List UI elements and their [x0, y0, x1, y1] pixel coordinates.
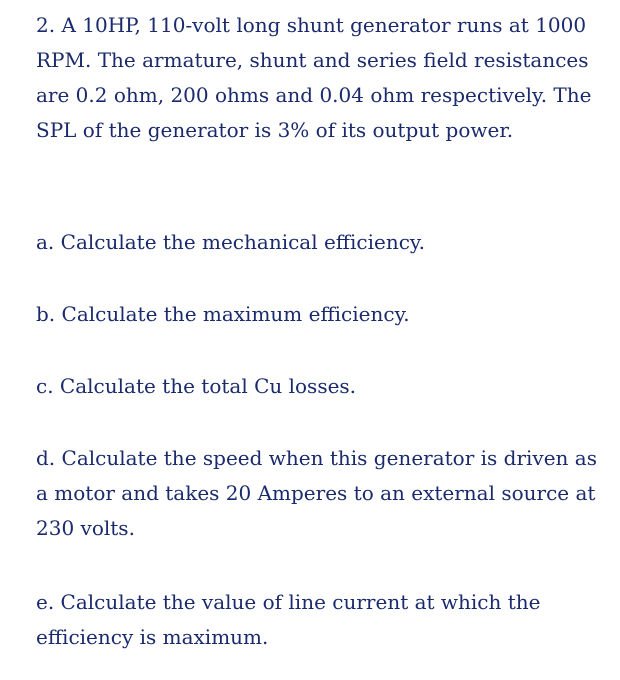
problem-statement: 2. A 10HP, 110-volt long shunt generator runs at 1000 RPM. The armature, shunt and series field resistances are 0.2 ohm, 200 ohms and 0.04 ohm respectively. The SPL of the generator is 3% of its output power. [36, 13, 592, 142]
question-part-d: d. Calculate the speed when this generator is driven as a motor and takes 20 Amperes to an external source at 230 volts. [36, 446, 597, 540]
question-part-c: c. Calculate the total Cu losses. [36, 374, 357, 398]
question-part-a: a. Calculate the mechanical efficiency. [36, 230, 425, 254]
question-part-e: e. Calculate the value of line current at which the efficiency is maximum. [36, 590, 541, 649]
question-part-b: b. Calculate the maximum efficiency. [36, 302, 410, 326]
